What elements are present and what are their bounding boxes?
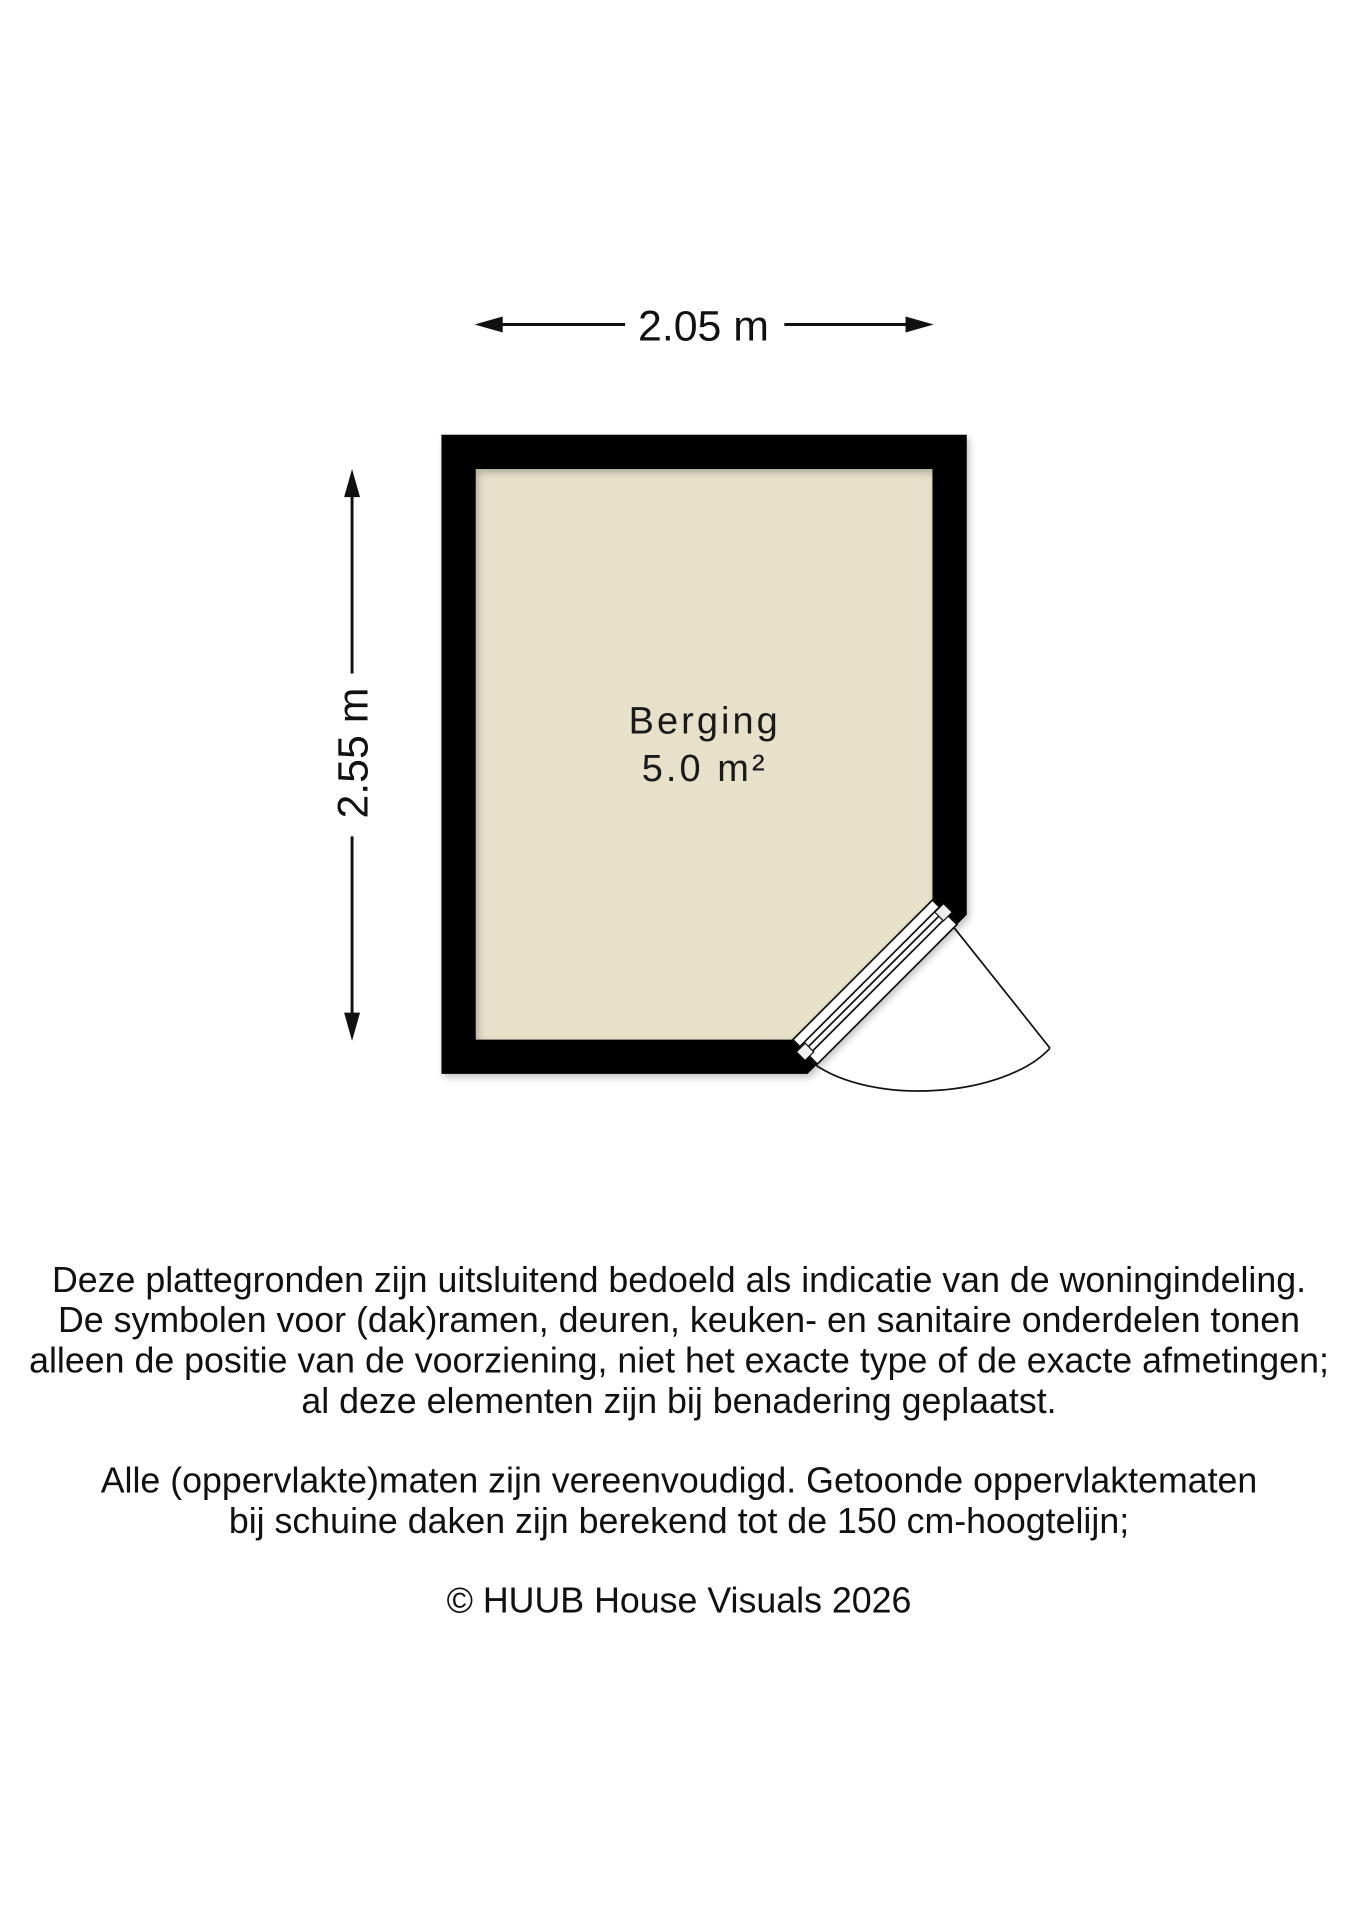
disclaimer-line: Alle (oppervlakte)maten zijn vereenvoudigd. Getoonde oppervlaktematen: [100, 1460, 1258, 1501]
disclaimer-line: De symbolen voor (dak)ramen, deuren, keuken- en sanitaire onderdelen tonen: [57, 1300, 1301, 1341]
room-area: 5.0 m²: [641, 748, 768, 791]
depth-label: 2.55 m: [329, 687, 378, 819]
disclaimer-line: bij schuine daken zijn berekend tot de 150 cm-hoogtelijn;: [228, 1501, 1130, 1542]
room-name: Berging: [628, 700, 781, 743]
disclaimer-line: Deze plattegronden zijn uitsluitend bedoeld als indicatie van de woningindeling.: [51, 1259, 1307, 1300]
copyright-notice: © HUUB House Visuals 2026: [446, 1580, 912, 1621]
width-label: 2.05 m: [637, 302, 769, 351]
disclaimer-line: alleen de positie van de voorziening, niet het exacte type of de exacte afmetingen;: [29, 1340, 1329, 1381]
disclaimer-line: al deze elementen zijn bij benadering geplaatst.: [301, 1381, 1057, 1422]
